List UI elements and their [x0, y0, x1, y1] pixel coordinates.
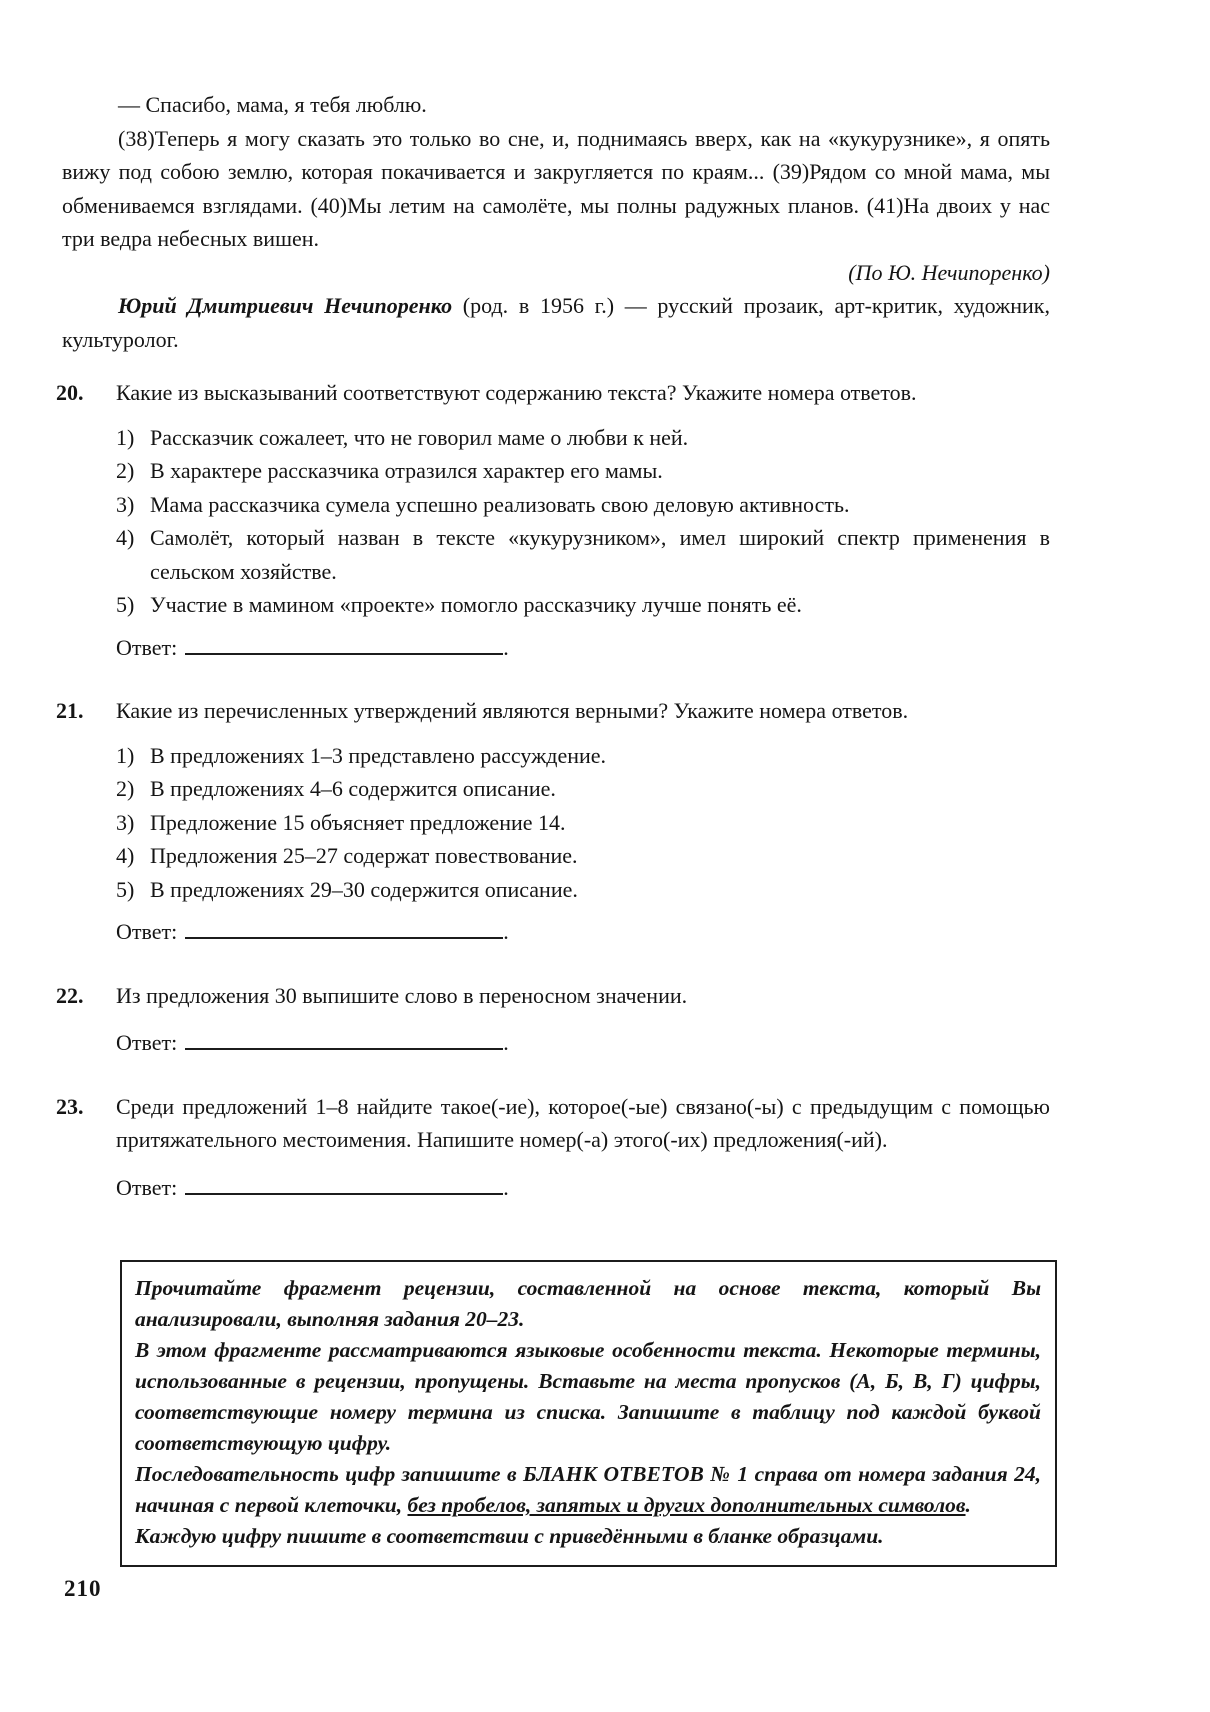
question-prompt: Из предложения 30 выпишите слово в переносном значении.: [116, 982, 688, 1008]
option-number: 1): [116, 424, 135, 450]
author-bio: [62, 289, 1050, 356]
question-number: 23.: [56, 1093, 84, 1119]
answer-blank: [185, 915, 503, 939]
option-text: В предложениях 29–30 содержится описание.: [150, 876, 578, 902]
option-number: 5): [116, 876, 135, 902]
option-row: [116, 873, 1050, 907]
option-text: В характере рассказчика отразился характер его мамы.: [150, 458, 663, 483]
answer-blank: [185, 1171, 503, 1195]
question-body: [116, 694, 1050, 949]
answer-period: .: [503, 634, 509, 660]
answer-blank: [185, 1026, 503, 1050]
answer-label: Ответ:: [116, 919, 178, 944]
answer-row: [116, 1026, 1050, 1060]
instruction-paragraph-4: Каждую цифру пишите в соответствии с приведёнными в бланке образцами.: [135, 1524, 884, 1548]
option-number: 4): [116, 843, 135, 868]
option-row: [116, 839, 1050, 873]
question-body: [116, 1090, 1050, 1205]
instruction-box: [120, 1260, 1057, 1567]
answer-period: .: [503, 1030, 509, 1055]
option-text: Участие в мамином «проекте» помогло рассказчику лучше понять её.: [150, 592, 802, 617]
answer-period: .: [503, 919, 509, 944]
author-name: Юрий Дмитриевич Нечипоренко: [118, 293, 453, 318]
option-row: [116, 588, 1050, 622]
option-text: Самолёт, который назван в тексте «кукурузником», имел широкий спектр применения в сельском хозяйстве.: [150, 525, 1050, 584]
question-prompt: Какие из перечисленных утверждений являются верными? Укажите номера ответов.: [116, 698, 909, 723]
question-number: 20.: [56, 380, 84, 405]
instruction-paragraph-1: Прочитайте фрагмент рецензии, составленной на основе текста, который Вы анализировали, выполняя задания 20–23.: [135, 1276, 1041, 1331]
option-row: [116, 772, 1050, 806]
instruction-paragraph-2: В этом фрагменте рассматриваются языковые особенности текста. Некоторые термины, использованные в рецензии, пропущены. Вставьте на места пропусков (А, Б, В, Г) цифры, соответствующие номеру термина из списка. Запишите в таблицу под каждой буквой соответствующую цифру.: [135, 1338, 1041, 1455]
answer-label: Ответ:: [116, 1174, 178, 1200]
answer-label: Ответ:: [116, 1030, 178, 1055]
options-list: [116, 421, 1050, 622]
dialogue-line: — Спасибо, мама, я тебя люблю.: [118, 92, 427, 117]
option-text: Рассказчик сожалеет, что не говорил маме о любви к ней.: [150, 424, 689, 450]
answer-label: Ответ:: [116, 634, 178, 660]
reading-paragraph: (38)Теперь я могу сказать это только во сне, и, поднимаясь вверх, как на «кукурузнике», я опять вижу под собою землю, которая покачивается и закругляется по краям... (39)Рядом со мной мама, мы обмениваемся взглядами. (40)Мы летим на самолёте, мы полны радужных планов. (41)На двоих у нас три ведра небесных вишен.: [62, 125, 1050, 251]
answer-row: [116, 915, 1050, 949]
option-number: 2): [116, 776, 135, 801]
question-21: [56, 694, 1050, 949]
option-text: В предложениях 4–6 содержится описание.: [150, 776, 556, 801]
option-number: 1): [116, 742, 135, 768]
answer-row: [116, 631, 1050, 665]
option-row: [116, 421, 1050, 455]
option-number: 3): [116, 809, 135, 835]
question-number: 22.: [56, 982, 84, 1008]
option-row: [116, 739, 1050, 773]
option-row: [116, 454, 1050, 488]
underlined-note: без пробелов, запятых и других дополнительных символов: [407, 1493, 966, 1517]
question-number: 21.: [56, 698, 84, 723]
question-23: [56, 1090, 1050, 1205]
option-number: 3): [116, 491, 135, 517]
option-text: Предложения 25–27 содержат повествование.: [150, 843, 578, 868]
author-bio-rest: (род. в 1956 г.) — русский прозаик, арт-критик, художник, культуролог.: [62, 293, 1050, 352]
option-row: [116, 521, 1050, 588]
reading-text-section: [62, 88, 1050, 356]
answer-blank: [185, 631, 503, 655]
answer-period: .: [503, 1174, 509, 1200]
option-text: Мама рассказчика сумела успешно реализовать свою деловую активность.: [150, 491, 850, 517]
option-row: [116, 806, 1050, 840]
answer-row: [116, 1171, 1050, 1205]
option-number: 4): [116, 525, 135, 550]
page-number: 210: [64, 1576, 102, 1601]
question-body: [116, 376, 1050, 664]
option-number: 2): [116, 458, 135, 483]
question-22: [56, 979, 1050, 1060]
instruction-paragraph-3: Последовательность цифр запишите в БЛАНК ОТВЕТОВ № 1 справа от номера задания 24, начиная с первой клеточки, без пробелов, запятых и других дополнительных символов.: [135, 1462, 1041, 1517]
option-text: Предложение 15 объясняет предложение 14.: [150, 809, 566, 835]
option-number: 5): [116, 592, 135, 617]
option-text: В предложениях 1–3 представлено рассуждение.: [150, 742, 607, 768]
question-20: [56, 376, 1050, 664]
question-body: [116, 979, 1050, 1060]
attribution: (По Ю. Нечипоренко): [848, 259, 1050, 285]
options-list: [116, 739, 1050, 907]
question-prompt: Какие из высказываний соответствуют содержанию текста? Укажите номера ответов.: [116, 380, 917, 405]
option-row: [116, 488, 1050, 522]
question-prompt: Среди предложений 1–8 найдите такое(-ие), которое(-ые) связано(-ы) с предыдущим с помощью притяжательного местоимения. Напишите номер(-а) этого(-их) предложения(-ий).: [116, 1093, 1050, 1152]
